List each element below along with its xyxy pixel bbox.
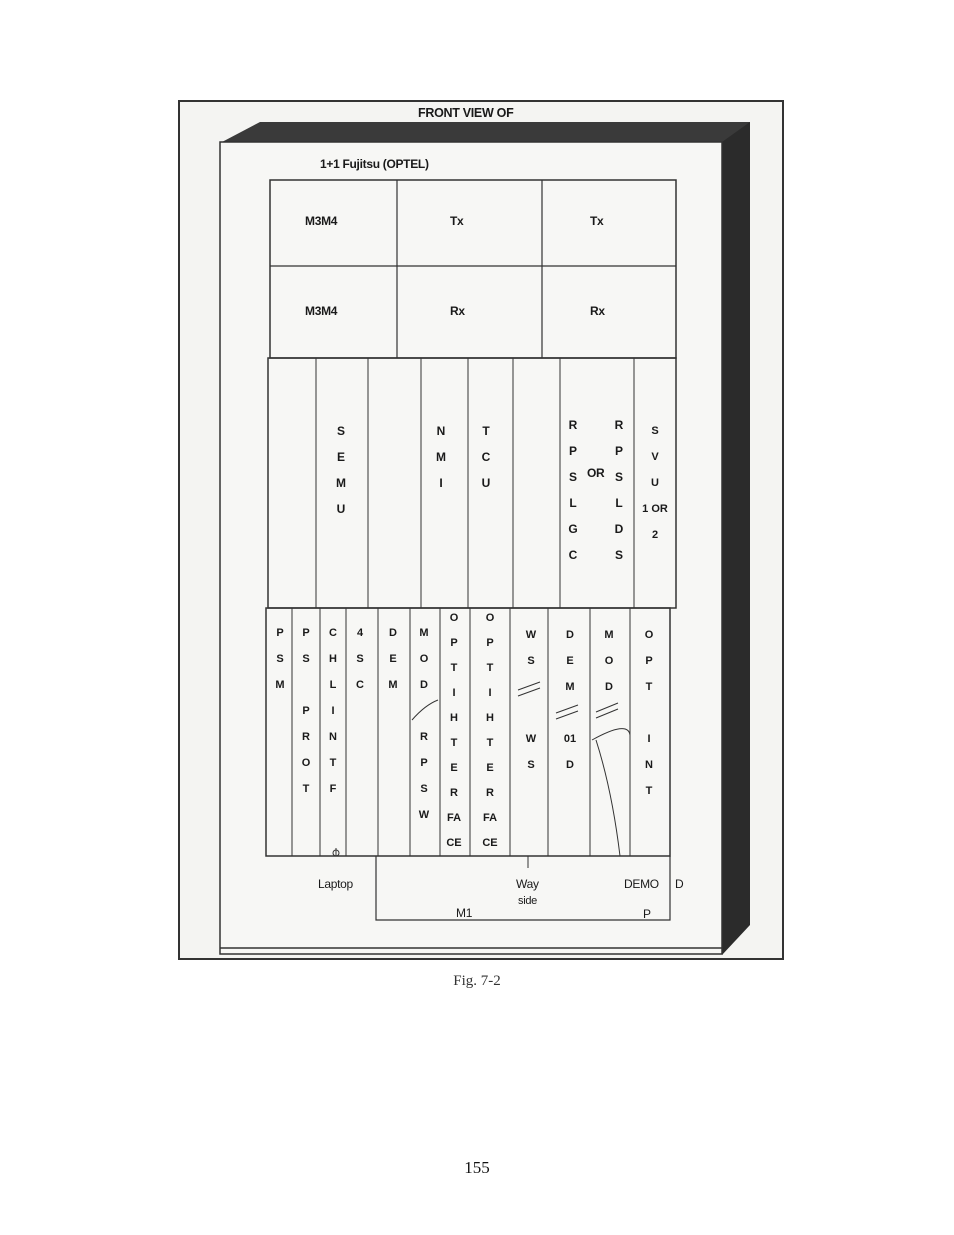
slot-nmi: N M I — [436, 424, 446, 490]
slot-semu: S E M U — [336, 424, 346, 516]
slot-or: OR — [587, 466, 605, 480]
cabinet-front — [220, 142, 722, 954]
cabinet-right-side — [722, 122, 750, 955]
slot-rpslds: R P S L D S — [614, 418, 624, 562]
second-row-cell-2: Rx — [450, 304, 465, 318]
label-side: side — [518, 895, 537, 907]
slot-opt-interface-1: O P T I H T E R FA CE — [446, 612, 462, 849]
label-m1: M1 — [456, 906, 473, 920]
slot-chlintf: C H L I N T F — [329, 627, 337, 795]
top-row-cell-3: Tx — [590, 214, 604, 228]
label-laptop: Laptop — [318, 877, 353, 891]
top-row-cell-1: M3M4 — [305, 214, 338, 228]
slot-4sc: 4 S C — [356, 627, 364, 691]
second-row-cell-1: M3M4 — [305, 304, 338, 318]
slot-opt-interface-2: O P T I H T E R FA CE — [482, 612, 498, 849]
slot-psprot: P S P R O T — [301, 627, 311, 795]
slot-dem-01d: D E M 01 D — [563, 629, 577, 771]
diagram-header: FRONT VIEW OF — [418, 106, 514, 120]
top-row-cell-2: Tx — [450, 214, 464, 228]
page-number: 155 — [464, 1158, 490, 1177]
slot-mod-rpsw: M O D R P S W — [418, 627, 430, 821]
slot-opt-int: O P T I N T — [644, 629, 654, 797]
label-demo: DEMO — [624, 877, 659, 891]
second-row-cell-3: Rx — [590, 304, 605, 318]
label-way: Way — [516, 877, 539, 891]
cabinet-top-bevel — [222, 122, 750, 142]
slot-tcu: T C U — [481, 424, 491, 490]
label-p: P — [643, 907, 651, 921]
label-d: D — [675, 877, 684, 891]
slot-ws-ws: W S W S — [525, 629, 537, 771]
slot-dem: D E M — [388, 627, 398, 691]
slot-svu: S V U 1 OR 2 — [642, 425, 668, 541]
diagram-subtitle: 1+1 Fujitsu (OPTEL) — [320, 157, 429, 171]
slot-rpslgc: R P S L G C — [568, 418, 578, 562]
figure-caption: Fig. 7-2 — [453, 973, 501, 989]
slot-psm: P S M — [275, 627, 285, 691]
slot-mod: M O D — [604, 629, 614, 693]
